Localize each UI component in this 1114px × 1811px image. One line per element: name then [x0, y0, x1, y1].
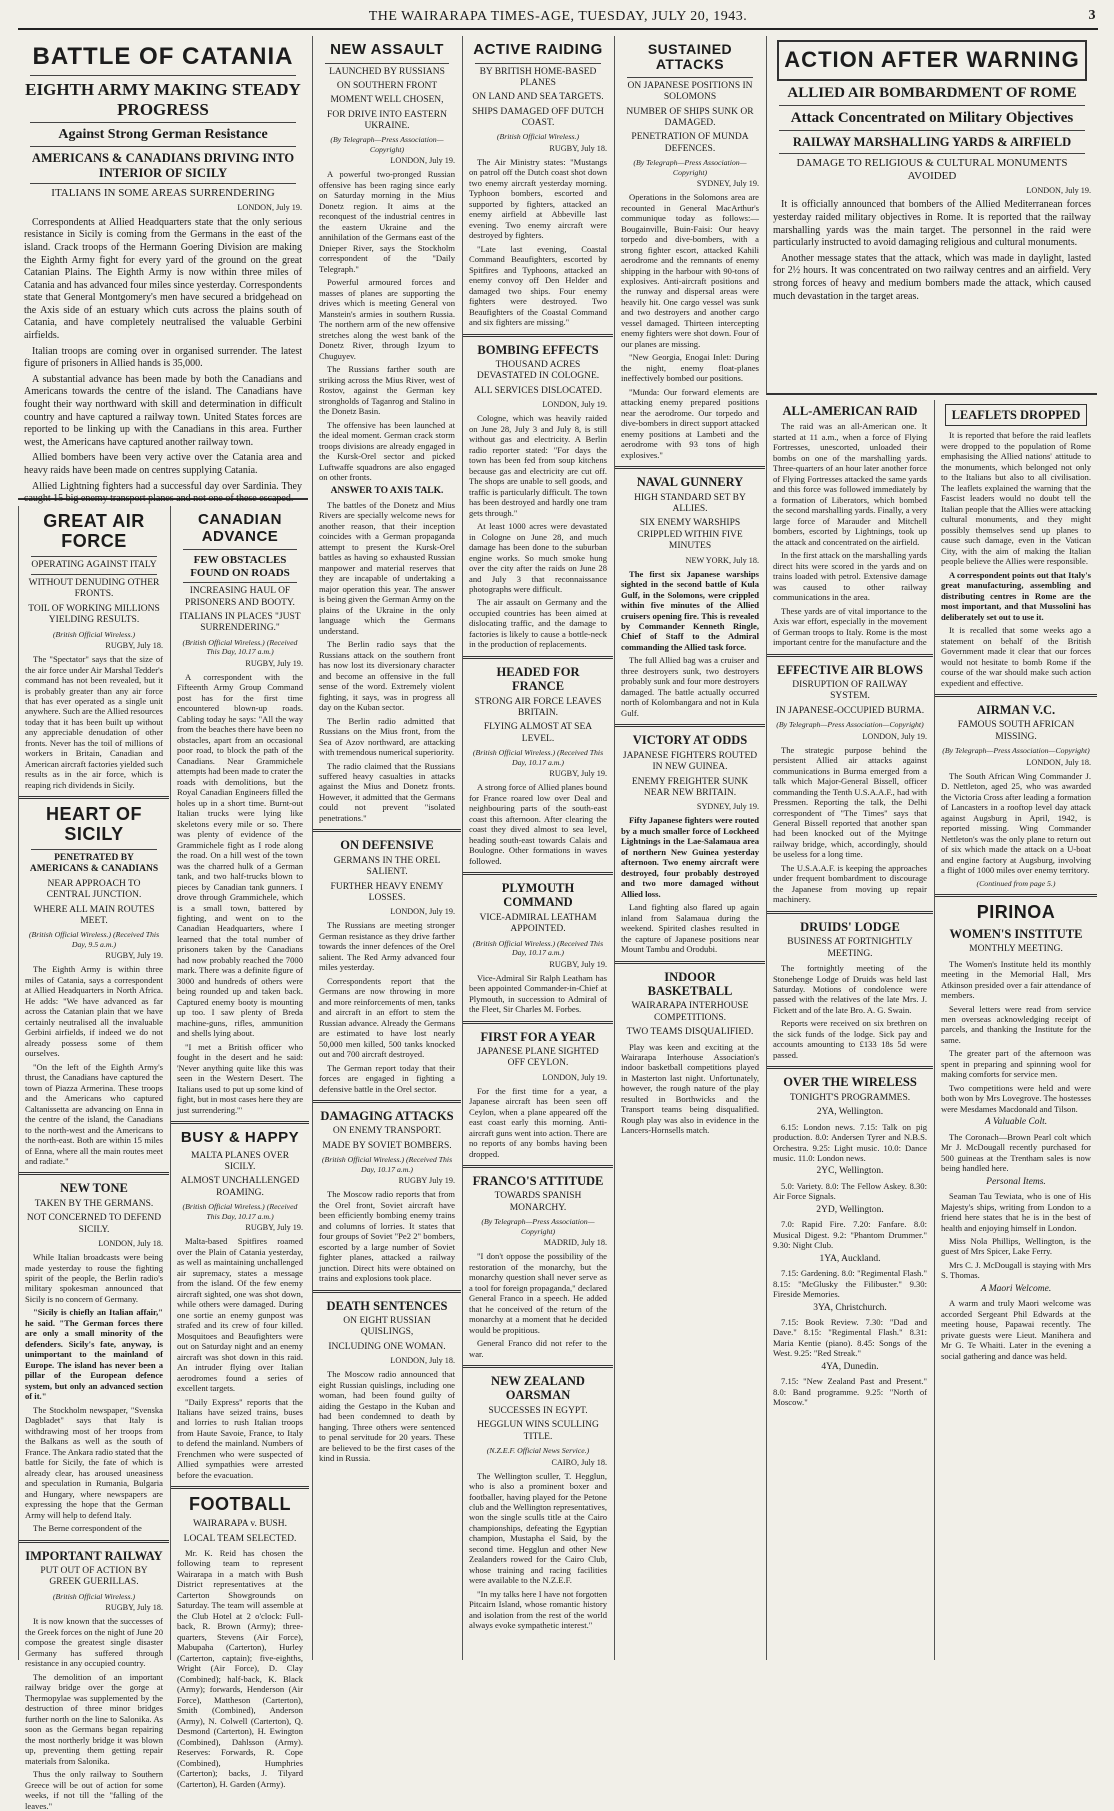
masthead-title: THE WAIRARAPA TIMES-AGE, TUESDAY, JULY 20, 1943.	[368, 9, 748, 24]
paragraph: Seaman Tau Tewiata, who is one of His Majesty's ships, writing from London to a friend here states that he is in the best of health and enjoying himself in London.	[941, 1191, 1091, 1233]
deck: LOCAL TEAM SELECTED.	[183, 1533, 297, 1544]
paragraph: The Women's Institute held its monthly meeting in the Memorial Hall, Mrs Atkinson presided over a fair attendance of members.	[941, 958, 1091, 1001]
paragraph: The offensive has been launched at the ideal moment. German crack storm troops divisions are already engaged in the Kursk-Orel sector and picked Luftwaffe squadrons are also engaged on other fronts.	[319, 419, 455, 483]
dateline: MADRID, July 18.	[543, 1238, 607, 1248]
story-sustained-attacks	[615, 42, 765, 460]
paragraph: The Coronach—Brown Pearl colt which Mr J. McDougall recently purchased for 500 guineas at the Trentham sales is now being handled here.	[941, 1131, 1091, 1174]
deck: OPERATING AGAINST ITALY	[31, 559, 157, 570]
deck: HEGGLUN WINS SCULLING TITLE.	[477, 1420, 599, 1442]
deck: FLYING ALMOST AT SEA LEVEL.	[483, 722, 593, 744]
paragraph: Cologne, which was heavily raided on June 28, July 3 and July 8, is still without gas and electricity. A Berlin radio reporter stated: "For days the town has been fed from soup kitchens because gas and electricity are cut off. The shops are unable to sell goods, and traffic is particularly difficult. The town has been destroyed and hardly one tram gets through."	[469, 413, 607, 518]
dateline: LONDON, July 18.	[1026, 757, 1091, 767]
masthead	[18, 6, 1098, 30]
deck: ALL SERVICES DISLOCATED.	[474, 385, 602, 396]
paragraph: While Italian broadcasts were being made yesterday to rouse the fighting spirit of the people, the Berlin radio's military spokesman announced that Sicily is no concern of Germany.	[25, 1252, 163, 1304]
source: (British Official Wireless.) (Received This Day, 10.17 a.m.)	[321, 1155, 453, 1174]
paragraph: The Air Ministry states: "Mustangs on patrol off the Dutch coast shot down two enemy aircraft yesterday morning. Typhoon bombers, escorted and supported by fighters, attacked an enemy airfield at Abbeville last evening. Two enemy aircraft were destroyed by fighters.	[469, 156, 607, 241]
deck: FEW OBSTACLES FOUND ON ROADS	[190, 554, 290, 579]
paragraph: A correspondent points out that Italy's great manufacturing, assembling and distributing centres in Rome are the most important, and that Mussolini has deliberately set out to use it.	[941, 569, 1091, 622]
headline: CANADIAN ADVANCE	[198, 511, 282, 545]
deck: TOWARDS SPANISH MONARCHY.	[494, 1191, 582, 1213]
deck: INCREASING HAUL OF PRISONERS AND BOOTY.	[185, 586, 295, 608]
headline: LEAFLETS DROPPED	[951, 408, 1081, 422]
story-great-air-force	[19, 512, 169, 790]
paragraph: The U.S.A.A.F. is keeping the approaches under frequent bombardment to discourage the Japanese from moving up repair machinery.	[773, 862, 927, 905]
paragraph: The Berne correspondent of the	[33, 1523, 142, 1534]
story-plymouth-command	[463, 881, 613, 1014]
source: (By Telegraph—Press Association—Copyright)	[942, 746, 1090, 756]
deck: PUT OUT OF ACTION BY GREEK GUERILLAS.	[40, 1566, 148, 1588]
column-5	[614, 36, 765, 1660]
station: 1YA, Auckland.	[819, 1253, 881, 1264]
deck: WITHOUT DENUDING OTHER FRONTS.	[28, 577, 160, 600]
headline: AIRMAN V.C.	[976, 703, 1056, 717]
deck: ON SOUTHERN FRONT	[336, 80, 438, 91]
dateline: LONDON, July 19.	[1026, 186, 1091, 196]
paragraph: Several letters were read from service men overseas acknowledging receipt of parcels, and thanking the Institute for the same.	[941, 1003, 1091, 1045]
deck: RAILWAY MARSHALLING YARDS & AIRFIELD	[792, 135, 1072, 150]
headline: ACTION AFTER WARNING	[784, 47, 1080, 72]
deck: ENEMY FREIGHTER SUNK NEAR NEW BRITAIN.	[631, 776, 749, 798]
dateline: RUGBY, July 18.	[549, 143, 607, 153]
deck: NOT CONCERNED TO DEFEND SICILY.	[26, 1213, 162, 1235]
story-over-the-wireless	[767, 1075, 933, 1407]
source: (British Official Wireless.) (Received This Day, 10.17 a.m.)	[472, 748, 604, 767]
story-active-raiding	[463, 42, 613, 328]
paragraph: 5.0: Variety. 8.0: The Fellow Askey. 8.30: Air Force Signals.	[773, 1180, 927, 1202]
dateline: LONDON, July 19.	[862, 731, 927, 741]
deck: VICE-ADMIRAL LEATHAM APPOINTED.	[479, 912, 597, 935]
deck: INCLUDING ONE WOMAN.	[328, 1341, 446, 1352]
paragraph: Allied Lightning fighters had a successful day over Sardinia. They caught 15 big enemy transport planes and not one of these escaped.	[24, 480, 302, 505]
paragraph: "I don't oppose the possibility of the restoration of the monarchy, but the monarchy question shall never serve as a tool for foreign propaganda," declared General Franco in a speech. He added that he conceived of the return of the monarchy at a moment that he decided would be propitious.	[469, 1251, 607, 1335]
paragraph: The fortnightly meeting of the Stonehenge Lodge of Druids was held last Saturday. Motions of condolence were passed with the relatives of the late Mrs. J. Fickett and of the late Bro. A. G. Swain.	[773, 963, 927, 1015]
story-football	[171, 1495, 309, 1789]
deck: TOIL OF WORKING MILLIONS YIELDING RESULTS.	[28, 603, 160, 626]
paragraph: "I met a British officer who fought in the desert and he said: 'Never anything quite like this was seen in the Western Desert. The Italians used to put up some kind of fight, but in most cases here they are just surrendering.'"	[177, 1041, 304, 1115]
story-pirinoa	[935, 903, 1097, 1361]
dateline: LONDON, July 19.	[237, 203, 302, 213]
paragraph: Operations in the Solomons area are recounted in General MacArthur's communique today as follows:—Bougainville, Buin-Faisi: Our heavy torpedo and dive-bombers, with a strong fighter escort, attacked Kahili aerodrome and the remnants of enemy shipping in the harbour with 90-tons of explosives. Anti-aircraft positions and the runway and dispersal areas were heavily hit. One cargo vessel was sunk and two destroyers and another cargo vessel damaged. Thirteen intercepting enemy fighters were shot down. Four of our planes are missing.	[621, 192, 759, 349]
lead-story-catania	[18, 36, 308, 505]
headline: DEATH SENTENCES	[326, 1298, 448, 1313]
headline: NEW ZEALAND OARSMAN	[491, 1374, 585, 1403]
headline: BATTLE OF CATANIA	[32, 43, 294, 70]
paragraph: The Moscow radio reports that from the Orel front, Soviet aircraft have been efficiently bombing enemy trains and columns of lorries. It states that four groups of Soviet "Pe2 2" bombers, escorted by a large number of Soviet fighter planes, attacked a railway junction. Direct hits were obtained on trains and explosions took place.	[319, 1189, 455, 1284]
story-new-tone	[19, 1181, 169, 1533]
deck: MALTA PLANES OVER SICILY.	[190, 1150, 290, 1173]
deck: ON JAPANESE POSITIONS IN SOLOMONS	[627, 80, 753, 103]
headline: FIRST FOR A YEAR	[480, 1029, 596, 1044]
dateline: RUGBY, July 19.	[549, 959, 607, 969]
paragraph: The South African Wing Commander J. D. Nettleton, aged 25, who was awarded the Victoria Cross after leading a formation of Lancasters in a rooftop level day attack against Augsburg in April, 1942, is reported missing. Wing Commander Nettleton's was the only plane to return out of six which made the attack on a U-boat and engine factory at Augsburg, involving a flight of 1000 miles over enemy territory.	[941, 770, 1091, 876]
deck: NUMBER OF SHIPS SUNK OR DAMAGED.	[626, 106, 754, 128]
deck: WAIRARAPA INTERHOUSE COMPETITIONS.	[631, 1001, 749, 1023]
paragraph: The Berlin radio says that the Russians attack on the southern front has now lost its diversionary character and become an offensive in the full sense of the word. Extremely violent fighting, it says, was in progress all day on the Kuban sector.	[319, 639, 455, 713]
deck: ALLIED AIR BOMBARDMENT OF ROME	[787, 84, 1077, 101]
story-airman-vc	[935, 703, 1097, 888]
lead-story-rome	[766, 36, 1097, 395]
paragraph: "Late last evening, Coastal Command Beaufighters, escorted by Spitfires and Typhoons, attacked an enemy convoy off Den Helder and damaged two ships. Four enemy fighters were destroyed. Two Beaufighters of the Coastal Command and six fighters are missing."	[469, 243, 607, 328]
deck: FAMOUS SOUTH AFRICAN MISSING.	[957, 720, 1075, 742]
deck: ALMOST UNCHALLENGED ROAMING.	[180, 1176, 300, 1198]
dateline: LONDON, July 19.	[542, 1072, 607, 1082]
deck: Against Strong German Resistance	[58, 127, 268, 143]
paragraph: "Munda: Our forward elements are attacking enemy prepared positions near the aerodrome. Our torpedo and dive-bombers in direct support attacked enemy positions at Lambeti and the aerodrome with 93 tons of high explosives."	[621, 386, 759, 460]
headline: VICTORY AT ODDS	[632, 733, 748, 748]
paragraph: A strong force of Allied planes bound for France roared low over Deal and neighbouring parts of the south-east coast this afternoon. After clearing the coast they dived almost to sea level, heading south-east towards Calais and Boulogne. Other formations in waves followed.	[469, 782, 607, 866]
station: 4YA, Dunedin.	[821, 1361, 879, 1372]
paragraph: It is now known that the successes of the Greek forces on the night of June 20 compose the greatest single disaster Germany has suffered through resistance in any occupied country.	[25, 1616, 163, 1669]
deck: Attack Concentrated on Military Objectives	[790, 110, 1074, 127]
deck: IN JAPANESE-OCCUPIED BURMA.	[775, 705, 925, 716]
subhead: ANSWER TO AXIS TALK.	[330, 485, 444, 496]
deck: EIGHTH ARMY MAKING STEADY PROGRESS	[25, 80, 301, 119]
story-effective-air-blows	[767, 663, 933, 905]
paragraph: Miss Nola Phillips, Wellington, is the guest of Mrs Spicer, Lake Ferry.	[941, 1236, 1091, 1257]
headline: SUSTAINED ATTACKS	[647, 41, 733, 73]
deck: NEAR APPROACH TO CENTRAL JUNCTION.	[46, 878, 142, 901]
dateline: NEW YORK, July 18.	[685, 555, 759, 565]
source: (British Official Wireless.)	[496, 132, 580, 142]
paragraph: "In my talks here I have not forgotten Pitcairn Island, whose romantic history and isolation from the rest of the world always evoke sympathetic interest."	[469, 1588, 607, 1631]
paragraph: Fifty Japanese fighters were routed by a much smaller force of Lockheed Lightnings in the Lae-Salamaua area of northern New Guinea yesterday afternoon. Two enemy aircraft were destroyed, four probably destroyed and two more damaged without Allied loss.	[621, 815, 759, 899]
headline: DRUIDS' LODGE	[800, 919, 900, 934]
paragraph: A correspondent with the Fifteenth Army Group Command post has for the first time encountered blown-up roads. Cabling today he says: "All the way from the beaches there have been no obstacles, apart from an occasional poor road, to block the path of the Canadians. Near Grammichele attempts had been made to crater the roads with demolitions, but the Royal Canadian Engineers filled the holes up in a short time. Burnt-out Italian trucks were lying like skeletons every mile or so. There was plenty of evidence of the Grammichele fight as I rode along the road. On a hill west of the town was the charred hulk of a German tank, and two half-trucks blown to pieces by Canadian tank gunners. I drove through Grammichele, which is a small town, battered by fighting, and went on to the Canadian Headquarters, where I learned that the total number of prisoners taken by the Canadians had now probably reached the 7000 mark. There was a definite figure of 3000 and hundreds of others were being rounded up and taken back. Captured enemy booty is mounting up too. I saw plenty of Breda machine-guns, rifles, ammunition and shells lying about.	[177, 671, 303, 1039]
deck: WOMEN'S INSTITUTE	[949, 926, 1083, 941]
deck: JAPANESE FIGHTERS ROUTED IN NEW GUINEA.	[622, 750, 758, 773]
headline: GREAT AIR FORCE	[43, 511, 145, 551]
headline: FOOTBALL	[189, 1494, 291, 1515]
story-first-for-a-year	[463, 1030, 613, 1160]
paragraph: It is reported that before the raid leaflets were dropped to the population of Rome emphasising the Allied nations' attitude to the monuments, which belonged not only to the Italians but also to all civilisation. The leaflets explained the warning that the Fascist leaders would no doubt tell the Italian people that the Allies were attacking cultural monuments, and they might possibly themselves send up planes to cause such damage, even in the Vatican City, with the aim of making the Italian people believe the Allies were responsible.	[941, 430, 1091, 567]
dateline: RUGBY, July 18.	[105, 641, 163, 651]
column-4	[462, 36, 613, 1660]
headline: INDOOR BASKETBALL	[647, 969, 733, 998]
paragraph: A substantial advance has been made by both the Canadians and Americans towards the centre of the island. The Canadians have fought their way northward with skill and determination in difficult country and have captured a railway town. United States forces are reported to be linking up with the Canadians in this area. Further west, the Americans have captured another railway town.	[24, 373, 302, 448]
paragraph: At least 1000 acres were devastated in Cologne on June 28, and much damage has been done to the suburban engine works. So much smoke hung over the city after the raids on June 28 and July 3 that reconnaissance photographs were difficult.	[469, 521, 607, 594]
paragraph: The strategic purpose behind the persistent Allied air attacks against communications in Burma emerged from a talk which Major-General Bissell, officer commanding the Tenth U.S.A.A.F., had with Pressmen. Reporting the talk, the Delhi correspondent of "The Times" says that General Bissell reported that another span had been knocked out of the Myitnge railway bridge, which, accordingly, should be useless for a long time.	[773, 744, 927, 860]
story-nz-oarsman	[463, 1374, 613, 1631]
paragraph: Another message states that the attack, which was made in daylight, lasted for 2½ hours. It was concentrated on two railway centres and an airfield. Very strong forces of heavy and medium bombers made the attack, which caused much devastation in the target areas.	[773, 252, 1091, 302]
dateline: RUGBY, July 19.	[105, 951, 163, 961]
dateline: RUGBY, July 18.	[105, 1603, 163, 1613]
deck: WHERE ALL MAIN ROUTES MEET.	[33, 904, 155, 926]
story-canadian-advance	[171, 512, 309, 1115]
dateline: LONDON, July 19.	[390, 156, 455, 166]
paragraph: "Daily Express" reports that the Italians have seized trains, buses and lorries to rush Italian troops from Haute Savoie, France, to Italy to defend the mainland. Numbers of Frenchmen who were suspected of Allied sympathies were arrested before the evacuation.	[177, 1396, 303, 1480]
paragraph: It is recalled that some weeks ago a statement on behalf of the British Government made it clear that our forces would not hesitate to bomb Rome if the course of the war should make such action expedient and effective.	[941, 625, 1091, 688]
paragraph: It is officially announced that bombers of the Allied Mediterranean forces yesterday raided military objectives in Rome. It is reported that the railway marshalling yards was the main target. The personnel in the raid were particularly instructed to avoid damaging religious and cultural monuments.	[773, 199, 1091, 249]
paragraph: The greater part of the afternoon was spent in preparing and spinning wool for making comforts for service men.	[941, 1048, 1091, 1080]
paragraph: The air assault on Germany and the occupied countries has been aimed at dislocating traffic, and the damage to factories is likely to cause a bottle-neck in the production of replacements.	[469, 597, 607, 650]
station: 2YC, Wellington.	[816, 1166, 884, 1177]
headline: NAVAL GUNNERY	[636, 475, 744, 490]
deck: FOR DRIVE INTO EASTERN UKRAINE.	[327, 109, 447, 132]
deck: MOMENT WELL CHOSEN,	[330, 95, 444, 106]
deck: ITALIANS IN PLACES "JUST SURRENDERING."	[179, 612, 301, 634]
column-6	[766, 400, 933, 1660]
column-3	[312, 36, 461, 1660]
paragraph: 7.15: Book Review. 7.30: "Dad and Dave." 8.15: "Regimental Flash." 8.31: Maria Kentie (piano). 8.45: Songs of the West. 9.25: "Red Streak."	[773, 1316, 927, 1359]
headline: NEW TONE	[60, 1181, 128, 1196]
dateline: LONDON, July 18.	[98, 1239, 163, 1249]
source: (N.Z.E.F. Official News Service.)	[486, 1446, 590, 1456]
dateline: RUGBY, July 19.	[549, 769, 607, 779]
story-victory-at-odds	[615, 733, 765, 954]
paragraph: Thus the only railway to Southern Greece will be out of action for some weeks, if not till the "falling of the leaves."	[25, 1769, 163, 1811]
column-7	[934, 400, 1097, 1660]
paragraph: 7.15: Gardening. 8.0: "Regimental Flash." 8.15: "McGlusky the Filibuster." 9.30: Fireside Memories.	[773, 1268, 927, 1300]
headline: DAMAGING ATTACKS	[320, 1109, 454, 1124]
paragraph: The Berlin radio admitted that Russians on the Mius front, from the Sea of Azov northward, are attacking with tremendous numerical superiority.	[319, 715, 455, 758]
deck: LAUNCHED BY RUSSIANS	[329, 66, 445, 77]
dateline: LONDON, July 19.	[390, 907, 455, 917]
source: (British Official Wireless.)	[52, 1591, 136, 1601]
headline: NEW ASSAULT	[330, 41, 444, 58]
story-new-assault	[313, 42, 461, 823]
deck: HIGH STANDARD SET BY ALLIES.	[634, 492, 746, 514]
deck: MONTHLY MEETING.	[969, 944, 1063, 955]
deck: PENETRATION OF MUNDA DEFENCES.	[631, 132, 749, 154]
headline: ACTIVE RAIDING	[473, 41, 603, 58]
paragraph: Allied bombers have been very active over the Catania area and heavy raids have been made on centres supplying Catania.	[24, 452, 302, 476]
deck: ITALIANS IN SOME AREAS SURRENDERING	[51, 187, 275, 200]
story-on-defensive	[313, 838, 461, 1094]
paragraph: The battles of the Donetz and Mius Rivers are specially welcome news for another reason, that their inception coincides with a German propaganda attempt to present the Kursk-Orel battles as having so exhausted Russian manpower and material reserves that they are incapable of undertaking a major operation this year. The answer is being given the German Army on the plains of the Ukraine in the only language which the Germans understand.	[319, 499, 455, 636]
story-all-american-raid	[767, 404, 933, 648]
story-death-sentences	[313, 1299, 461, 1464]
source: (British Official Wireless.) (Received This Day, 10.17 a.m.)	[182, 1202, 298, 1221]
headline: PIRINOA	[976, 902, 1056, 922]
headline: OVER THE WIRELESS	[783, 1075, 917, 1090]
dateline: SYDNEY, July 19.	[696, 179, 759, 189]
deck: STRONG AIR FORCE LEAVES BRITAIN.	[474, 696, 602, 719]
source: (British Official Wireless.) (Received This Day, 10.17 a.m.)	[182, 637, 298, 657]
story-indoor-basketball	[615, 970, 765, 1136]
story-damaging-attacks	[313, 1109, 461, 1284]
paragraph: A warm and truly Maori welcome was accorded Sergeant Phil Edwards at the meeting house, Papawai recently. The private guests were Lieut. Manihera and Mr G. Te Whaiti. Later in the evening a social gathering and dance was held.	[941, 1298, 1091, 1361]
paragraph: 7.0: Rapid Fire. 7.20: Fanfare. 8.0: Musical Digest. 9.2: "Phantom Drummer." 9.30: Night Club.	[773, 1219, 927, 1251]
paragraph: 7.15: "New Zealand Past and Present." 8.0: Band programme. 9.25: "North of Moscow."	[773, 1376, 927, 1408]
source: (By Telegraph—Press Association—Copyright)	[633, 158, 747, 177]
paragraph: Correspondents report that the Germans are now throwing in more and more reinforcements of men, tanks and aircraft in an effort to stem the Russian advance. Already the Germans are estimated to have lost nearly 50,000 men killed, 500 tanks knocked out and 700 aircraft destroyed.	[319, 975, 455, 1060]
dateline: SYDNEY, July 19.	[696, 802, 759, 812]
paragraph: The raid was an all-American one. It started at 11 a.m., when a force of Flying Fortresses, unescorted, unloaded their bombs on one of the marshalling yards. Three-quarters of an hour later another force of Flying Fortresses attacked the same yards and this force was followed immediately by a formation of Liberators, which bombed the second marshalling yards. Finally, a very large force of Marauder and Mitchell bombers, escorted by Lightnings, took up the attack and concentrated on the airfield.	[773, 421, 927, 547]
paragraph: The Eighth Army is within three miles of Catania, says a correspondent at Allied Headquarters in North Africa. He adds: "We have advanced as far across the Catanian plain that we have certainly neutralised all the invaluable Gerbini airfields, if indeed we do not already possess some of them ourselves.	[25, 964, 163, 1059]
source: (By Telegraph—Press Association—Copyright)	[481, 1217, 595, 1236]
story-naval-gunnery	[615, 475, 765, 718]
paragraph: 6.15: London news. 7.15: Talk on pig production. 8.0: Andersen Tyrer and N.B.S. Orchestra. 9.25: Light music. 10.0: Dance music. 11.0: London news.	[773, 1121, 927, 1163]
deck: GERMANS IN THE OREL SALIENT.	[333, 855, 441, 878]
deck: TAKEN BY THE GERMANS.	[34, 1198, 154, 1209]
paragraph: Correspondents at Allied Headquarters state that the only serious resistance in Sicily is coming from the Germans in the east of the island. Crack troops of the Hermann Goering Division are making the Eighth Army fight for every yard of the ground on the great Catanian Plains. The Eighth Army is now within three miles of Catania and has advanced four miles since yesterday. Correspondents state that General Montgomery's men have secured a bridgehead on the Axis side of an estuary which cuts across the plains south of Catania, and have completely neutralised the valuable Gerbini airfields.	[24, 216, 302, 342]
paragraph: The Russians farther south are striking across the Mius River, west of Rostov, against the German key strongholds of Taganrog and Stalino in the Donetz Basin.	[319, 364, 455, 417]
page-number: 3	[1088, 8, 1096, 23]
headline: ALL-AMERICAN RAID	[782, 404, 918, 418]
source: (British Official Wireless.) (Received This Day, 10.17 a.m.)	[472, 938, 604, 958]
deck: BUSINESS AT FORTNIGHTLY MEETING.	[787, 937, 913, 959]
subhead: Personal Items.	[986, 1176, 1046, 1187]
paragraph: Italian troops are coming over in organised surrender. The latest figure of prisoners in Allied hands is 35,000.	[24, 345, 302, 370]
paragraph: "On the left of the Eighth Army's thrust, the Canadians have captured the town of Piazza Armerina. These troops and the Americans who captured Caltanissetta are advancing on Enna in the centre of the island, the Canadians to the north-west and the Americans to the north-east. Both are within 15 miles of Enna, where all the main routes meet and radiate."	[25, 1061, 163, 1166]
paragraph: Land fighting also flared up again inland from Salamaua during the weekend. Spirited clashes resulted in the capture of Japanese positions near Mount Tambu and Orodubi.	[621, 902, 759, 955]
paragraph: The "Spectator" says that the size of the air force under Air Marshal Tedder's command has not been revealed, but it is probably greater than any air force that has ever operated as a single unit anywhere. Such are the Allied resources today that it has been built up without any appreciable denudation of other fronts. Never has the toil of millions of workers in Britain, Canadian and American aircraft factories yielded such results as in the air force, which is reaping rich dividends in Sicily.	[25, 654, 163, 790]
source: (British Official Wireless.)	[52, 629, 136, 639]
paragraph: The Russians are meeting stronger German resistance as they drive farther towards the inner defences of the Orel salient. The Red Army advanced four miles yesterday.	[319, 920, 455, 973]
paragraph: These yards are of vital importance to the Axis war effort, especially in the movement of German troops to Italy. Rome is the most important centre for the manufacture and the	[773, 605, 927, 648]
paragraph: The demolition of an important railway bridge over the gorge at Thermopylae was supplemented by the destruction of three minor bridges further north on the line to Salonika. As soon as the Germans began repairing the most northerly bridge it was blown up, preventing them getting repair materials from Salonika.	[25, 1671, 163, 1766]
paragraph: The Stockholm newspaper, "Svenska Dagbladet" says that Italy is withdrawing most of her troops from the Balkans as well as the south of France. The Ankara radio stated that the battle for Sicily, the fate of which is already clear, has aroused uneasiness and speculation in Rumania, Bulgaria and Hungary, where newspapers are expressing the hope that the German Army will help to defend Italy.	[25, 1404, 163, 1520]
headline: ON DEFENSIVE	[340, 838, 434, 853]
deck: AMERICANS & CANADIANS DRIVING INTO INTERIOR OF SICILY	[31, 151, 295, 180]
dateline: LONDON, July 18.	[390, 1356, 455, 1366]
column-1	[18, 506, 169, 1811]
subhead: A Maori Welcome.	[980, 1283, 1052, 1294]
deck: DISRUPTION OF RAILWAY SYSTEM.	[792, 679, 908, 702]
deck: MADE BY SOVIET BOMBERS.	[322, 1140, 452, 1151]
deck: SHIPS DAMAGED OFF DUTCH COAST.	[472, 106, 604, 129]
paragraph: In the first attack on the marshalling yards direct hits were scored in the yards and on trains loaded with petrol. Extensive damage was caused to other railway communications in the area.	[773, 550, 927, 603]
paragraph: The Wellington sculler, T. Hegglun, who is also a prominent boxer and footballer, having played for the Petone club and the Wellington representatives, won the single sculls title at the Cairo championships, defeating the Egyptian champion, Mustapha el Said, by the second time. Hegglun and other New Zealanders rowed for the Cairo Club, whose training and racing facilities were available to the N.Z.E.F.	[469, 1470, 607, 1586]
paragraph: The radio claimed that the Russians suffered heavy casualties in attacks against the Mius and Donetz fronts. However, it admitted that the Germans could not prevent "isolated penetrations."	[319, 760, 455, 823]
story-bombing-effects	[463, 343, 613, 650]
deck: SUCCESSES IN EGYPT.	[488, 1405, 588, 1416]
station: 2YD, Wellington.	[816, 1204, 884, 1215]
paragraph: "Sicily is chiefly an Italian affair," he said. "The German forces there are only a small minority of the defenders. Sicily's fate, anyway, is unimportant to the mainland of Europe. The island has never been a pillar of the European defence system, but only an advanced section of it."	[25, 1307, 163, 1402]
paragraph: Mrs C. J. McDougall is staying with Mrs S. Thomas.	[941, 1259, 1091, 1281]
paragraph: Play was keen and exciting at the Wairarapa Interhouse Association's indoor basketball competitions played in Masterton last night. Unfortunately, however, the rough nature of the play resulted in Borthwicks and the Transport teams being disqualified. Rough play was also in evidence in the Lancers-Hornsells match.	[621, 1041, 759, 1136]
paragraph: The German report today that their forces are engaged in fighting a defensive battle in the Orel sector.	[319, 1062, 455, 1094]
paragraph: For the first time for a year, a Japanese aircraft has been seen off Ceylon, when a plane appeared off the east coast early this morning. Anti-aircraft guns went into action. There are no reports of any bombs having been dropped.	[469, 1085, 607, 1159]
deck: DAMAGE TO RELIGIOUS & CULTURAL MONUMENTS AVOIDED	[796, 156, 1068, 182]
paragraph: Two competitions were held and were both won by Mrs Lovegrove. The hostesses were Mesdames Macdonald and Tilson.	[941, 1082, 1091, 1114]
source: (British Official Wireless.) (Received This Day, 9.5 a.m.)	[28, 930, 160, 949]
deck: WAIRARAPA v. BUSH.	[192, 1519, 288, 1530]
paragraph: General Franco did not refer to the war.	[469, 1338, 607, 1359]
source: (By Telegraph—Press Association—Copyright)	[330, 135, 444, 154]
deck: ON ENEMY TRANSPORT.	[332, 1126, 442, 1137]
story-busy-happy	[171, 1130, 309, 1480]
story-important-railway	[19, 1549, 169, 1811]
paragraph: Vice-Admiral Sir Ralph Leatham has been appointed Commander-in-Chief at Plymouth, in succession to Admiral of the Fleet, Sir Charles M. Forbes.	[469, 972, 607, 1015]
deck: TWO TEAMS DISQUALIFIED.	[626, 1027, 754, 1038]
story-leaflets-dropped	[935, 404, 1097, 688]
deck: PENETRATED BY AMERICANS & CANADIANS	[29, 852, 159, 875]
paragraph: A powerful two-pronged Russian offensive has been raging since early on Saturday morning in the Mius Donetz region. It aims at the reconquest of the industrial centres in the eastern Ukraine and the annihilation of the Germans east of the Dnieper River, says the Stockholm correspondent of the "Daily Telegraph."	[319, 169, 455, 274]
deck: ON EIGHT RUSSIAN QUISLINGS,	[343, 1316, 431, 1338]
story-heart-of-sicily	[19, 805, 169, 1166]
dateline: RUGBY, July 19.	[245, 1223, 303, 1233]
deck: FURTHER HEAVY ENEMY LOSSES.	[330, 881, 444, 903]
paragraph: Reports were received on six brethren on the sick funds of the lodge. Sick pay and accounts amounting to £133 18s 5d were passed.	[773, 1018, 927, 1060]
continued-note: (Continued from page 5.)	[976, 878, 1056, 888]
paragraph: Malta-based Spitfires roamed over the Plain of Catania yesterday, as well as maintaining unchallenged air supremacy, states a message from the island. Of the few enemy aircraft sighted, one was shot down, while others were damaged. During one sortie an enemy gunpost was strafed and its crew of four killed. Mosquitoes and Beaufighters were out on Saturday night and an enemy aircraft was shot down in this raid. An intruder flying over Italian aerodromes found a series of excellent targets.	[177, 1236, 303, 1394]
deck: THOUSAND ACRES DEVASTATED IN COLOGNE.	[476, 360, 600, 382]
paragraph: "New Georgia, Enogai Inlet: During the night, enemy float-planes ineffectively bombed our positions.	[621, 352, 759, 384]
dateline: CAIRO, July 18.	[551, 1457, 607, 1467]
deck: BY BRITISH HOME-BASED PLANES	[479, 66, 597, 88]
deck: JAPANESE PLANE SIGHTED OFF CEYLON.	[477, 1046, 599, 1069]
dateline: RUGBY July 19.	[398, 1176, 455, 1186]
headline: BOMBING EFFECTS	[477, 342, 599, 357]
subhead: A Valuable Colt.	[984, 1117, 1048, 1128]
headline: BUSY & HAPPY	[180, 1129, 300, 1147]
paragraph: The first six Japanese warships sighted in the second battle of Kula Gulf, in the Solomons, were crippled within five minutes of the Allied cruisers opening fire. This is revealed by Commander Kenneth Ringle, Chief of Staff to the Admiral commanding the Allied task force.	[621, 568, 759, 652]
paragraph: The Moscow radio announced that eight Russian quislings, including one woman, had been found guilty of aiding the Gestapo in the Kuban and had been condemned to death by hanging. Three others were sentenced to penal servitude for 20 years. These are believed to be the first cases of the kind in Russia.	[319, 1369, 455, 1464]
paragraph: Powerful armoured forces and masses of planes are supporting the drives which is meeting General von Manstein's armies in southern Russia. The northern arm of the new offensive stretches along the west bank of the Donetz River, through Izyum to Chuguyev.	[319, 277, 455, 361]
headline: PLYMOUTH COMMAND	[501, 881, 575, 910]
headline: HEART OF SICILY	[46, 804, 142, 845]
dateline: LONDON, July 19.	[542, 400, 607, 410]
story-druids-lodge	[767, 920, 933, 1061]
headline: EFFECTIVE AIR BLOWS	[777, 662, 923, 677]
story-francos-attitude	[463, 1174, 613, 1359]
station: 2YA, Wellington.	[816, 1107, 884, 1118]
headline: FRANCO'S ATTITUDE	[472, 1174, 604, 1189]
source: (By Telegraph—Press Association—Copyright)	[776, 720, 924, 730]
headline: IMPORTANT RAILWAY	[25, 1548, 163, 1563]
deck: ON LAND AND SEA TARGETS.	[472, 92, 604, 103]
headline: HEADED FOR FRANCE	[496, 664, 580, 694]
paragraph: The full Allied bag was a cruiser and three destroyers sunk, two destroyers probably sunk and four more destroyers damaged. The battle actually occurred north of Kolombangara and not in Kula Gulf.	[621, 655, 759, 718]
deck: SIX ENEMY WARSHIPS CRIPPLED WITHIN FIVE MINUTES	[637, 518, 743, 552]
column-2	[170, 506, 309, 1789]
station: 3YA, Christchurch.	[813, 1302, 887, 1313]
story-headed-for-france	[463, 665, 613, 866]
deck: TONIGHT'S PROGRAMMES.	[789, 1092, 911, 1103]
paragraph: Mr. K. Reid has chosen the following team to represent Wairarapa in a match with Bush District representatives at the Carterton Showgrounds on Saturday. The team will assemble at the Club Hotel at 2 o'clock: Full-back, R. Brown (Army); three-quarters, Stevens (Air Force), Mabupaha (Carterton), Hurley (Carterton, captain); five-eighths, Wright (Air Force), D. Clay (Combined); half-back, K. Black (Army); forwards, Henderson (Air Force), Mattheson (Carterton), Smith (Combined), Anderson (Army), N. Colwell (Carterton), Q. Desmond (Carterton), H. Ewington (Combined), Dahlsson (Army). Reserves: Forwards, R. Cope (Combined), Humphries (Carterton); backs, J. Tilyard (Carterton), H. Garden (Army).	[177, 1547, 303, 1789]
dateline: RUGBY, July 19.	[245, 658, 303, 668]
